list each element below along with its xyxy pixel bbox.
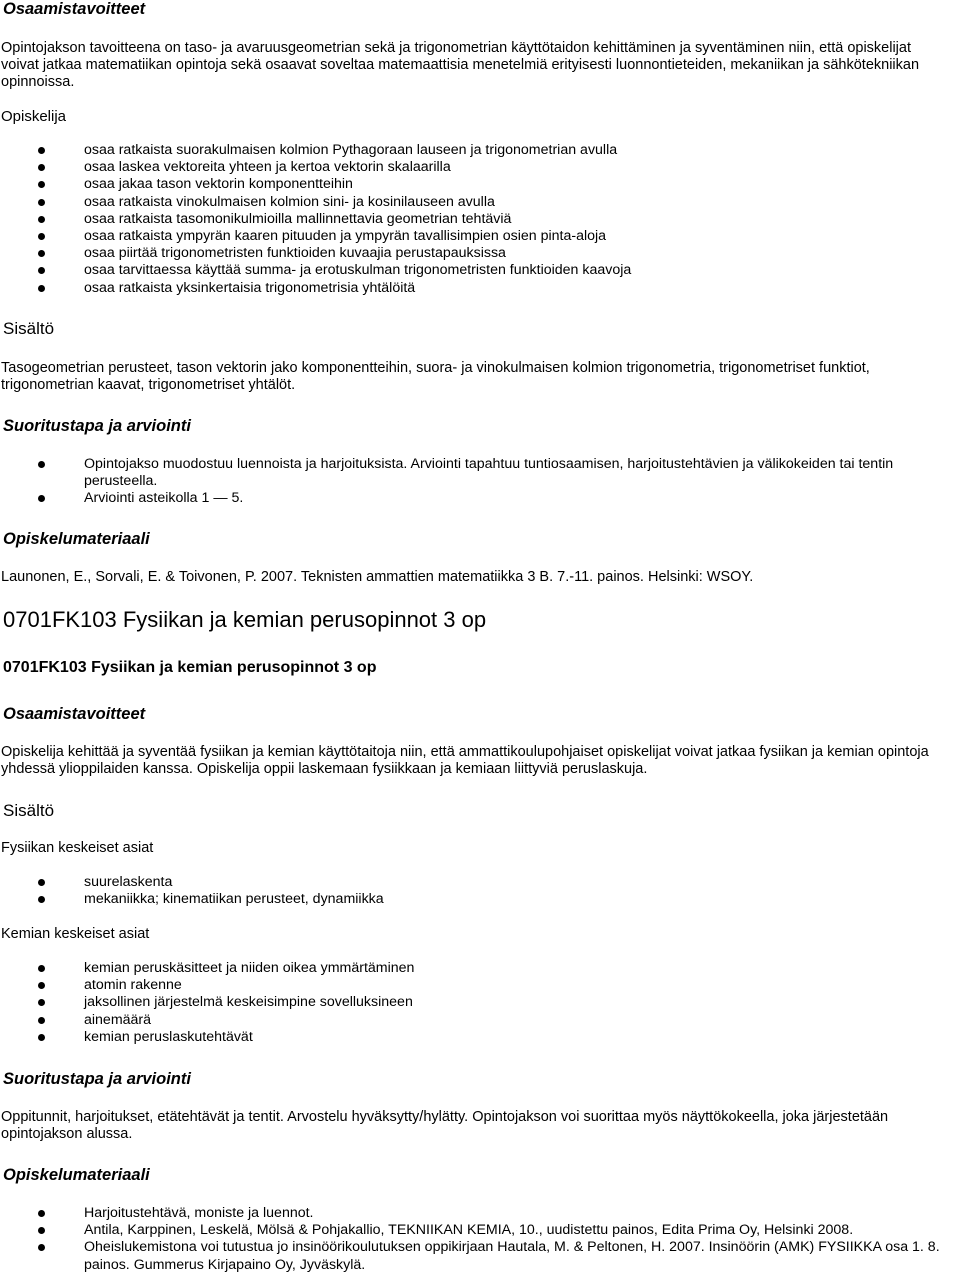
content-text: Tasogeometrian perusteet, tason vektorin jako komponentteihin, suora- ja vinokulmaisen kolmion trigonometria, trigonometriset funktiot, trigonometrian kaavat, trigonometriset yhtälöt. <box>1 360 870 393</box>
bullet-icon <box>38 1244 45 1251</box>
course-subtitle: 0701FK103 Fysiikan ja kemian perusopinnot 3 op <box>3 659 377 676</box>
list-item: osaa ratkaista vinokulmaisen kolmion sini- ja kosinilauseen avulla <box>84 194 944 211</box>
bullet-icon <box>38 1227 45 1234</box>
bullet-icon <box>38 250 45 257</box>
bullet-icon <box>38 1017 45 1024</box>
bullet-icon <box>38 147 45 154</box>
bullet-icon <box>38 164 45 171</box>
list-item: osaa ratkaista ympyrän kaaren pituuden ja ympyrän tavallisimpien osien pinta-aloja <box>84 228 944 245</box>
list-item: osaa jakaa tason vektorin komponentteihin <box>84 176 944 193</box>
bullet-icon <box>38 267 45 274</box>
student-subheading: Opiskelija <box>1 108 67 125</box>
bullet-icon <box>38 965 45 972</box>
assessment-list <box>84 456 944 508</box>
list-item: kemian peruslaskutehtävät <box>84 1029 944 1046</box>
bullet-icon <box>38 1210 45 1217</box>
section-heading-assessment-2: Suoritustapa ja arviointi <box>3 1070 191 1088</box>
bullet-icon <box>38 285 45 292</box>
bullet-icon <box>38 896 45 903</box>
list-item: osaa ratkaista suorakulmaisen kolmion Pythagoraan lauseen ja trigonometrian avulla <box>84 142 944 159</box>
bullet-icon <box>38 999 45 1006</box>
bullet-icon <box>38 233 45 240</box>
list-item: Arviointi asteikolla 1 — 5. <box>84 490 944 507</box>
physics-label: Fysiikan keskeiset asiat <box>1 840 154 856</box>
list-item: Oheislukemistona voi tutustua jo insinöörikoulutuksen oppikirjaan Hautala, M. & Peltonen, H. 2007. Insinöörin (AMK) FYSIIKKA osa 1. 8. painos. Gummerus Kirjapaino Oy, Jyväskylä. <box>84 1239 954 1273</box>
section-heading-objectives-2: Osaamistavoitteet <box>3 705 146 723</box>
bullet-icon <box>38 461 45 468</box>
section-heading-content-2: Sisältö <box>3 801 55 820</box>
bullet-icon <box>38 216 45 223</box>
list-item: suurelaskenta <box>84 874 944 891</box>
list-item: atomin rakenne <box>84 977 944 994</box>
list-item: Opintojakso muodostuu luennoista ja harjoituksista. Arviointi tapahtuu tuntiosaamisen, harjoitustehtävien ja välikokeiden tai tentin perusteella. <box>84 456 944 490</box>
bullet-icon <box>38 495 45 502</box>
bullet-icon <box>38 982 45 989</box>
list-item: osaa ratkaista tasomonikulmioilla mallinnettavia geometrian tehtäviä <box>84 211 944 228</box>
list-item: mekaniikka; kinematiikan perusteet, dynamiikka <box>84 891 944 908</box>
chemistry-list <box>84 960 944 1046</box>
section-heading-material: Opiskelumateriaali <box>3 530 150 548</box>
list-item: osaa tarvittaessa käyttää summa- ja erotuskulman trigonometristen funktioiden kaavoja <box>84 262 944 279</box>
section-heading-material-2: Opiskelumateriaali <box>3 1166 150 1184</box>
bullet-icon <box>38 879 45 886</box>
list-item: Harjoitustehtävä, moniste ja luennot. <box>84 1205 954 1222</box>
list-item: jaksollinen järjestelmä keskeisimpine sovelluksineen <box>84 994 944 1011</box>
list-item: Antila, Karppinen, Leskelä, Mölsä & Pohjakallio, TEKNIIKAN KEMIA, 10., uudistettu painos, Edita Prima Oy, Helsinki 2008. <box>84 1222 954 1239</box>
material-text: Launonen, E., Sorvali, E. & Toivonen, P. 2007. Teknisten ammattien matematiikka 3 B. 7.-11. painos. Helsinki: WSOY. <box>1 569 754 585</box>
section-heading-objectives: Osaamistavoitteet <box>3 0 146 18</box>
section-heading-content: Sisältö <box>3 319 55 338</box>
bullet-icon <box>38 181 45 188</box>
course-title: 0701FK103 Fysiikan ja kemian perusopinnot 3 op <box>3 607 487 632</box>
physics-list <box>84 874 944 908</box>
list-item: ainemäärä <box>84 1012 944 1029</box>
objectives-intro: Opintojakson tavoitteena on taso- ja avaruusgeometrian sekä ja trigonometrian käyttötaidon kehittäminen ja syventäminen niin, että opiskelijat voivat jatkaa matematiikan opintoja sekä osaavat soveltaa matemaattisia menetelmiä erityisesti luonnontieteiden, mekaniikan ja sähkötekniikan opinnoissa. <box>1 40 920 90</box>
assessment-text-2: Oppitunnit, harjoitukset, etätehtävät ja tentit. Arvostelu hyväksytty/hylätty. Opintojakson voi suorittaa myös näyttökokeella, joka järjestetään opintojakson alussa. <box>1 1109 889 1142</box>
list-item: osaa laskea vektoreita yhteen ja kertoa vektorin skalaarilla <box>84 159 944 176</box>
bullet-icon <box>38 199 45 206</box>
list-item: kemian peruskäsitteet ja niiden oikea ymmärtäminen <box>84 960 944 977</box>
chemistry-label: Kemian keskeiset asiat <box>1 926 150 942</box>
bullet-icon <box>38 1034 45 1041</box>
objectives-intro-2: Opiskelija kehittää ja syventää fysiikan ja kemian käyttötaitoja niin, että ammattikoulupohjaiset opiskelijat voivat jatkaa fysiikan ja kemian opintoja yhdessä ylioppilaiden kanssa. Opiskelija oppii laskemaan fysiikkaan ja kemiaan liittyviä peruslaskuja. <box>1 744 929 777</box>
section-heading-assessment: Suoritustapa ja arviointi <box>3 417 191 435</box>
material-list-2 <box>84 1205 954 1274</box>
list-item: osaa ratkaista yksinkertaisia trigonometrisia yhtälöitä <box>84 280 944 297</box>
student-objectives-list <box>84 142 944 297</box>
list-item: osaa piirtää trigonometristen funktioiden kuvaajia perustapauksissa <box>84 245 944 262</box>
